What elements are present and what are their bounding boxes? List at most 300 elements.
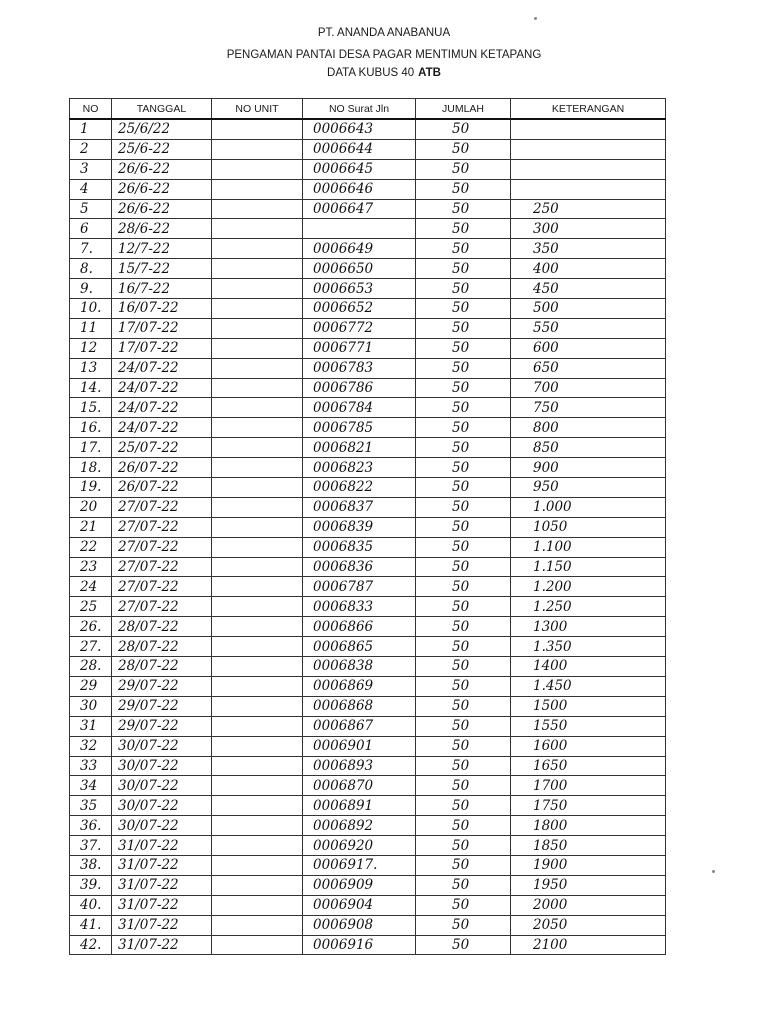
row-tanggal: 24/07-22 <box>112 418 212 438</box>
row-no: 40. <box>70 895 112 915</box>
table-row <box>70 836 666 856</box>
row-no-surat: 0006893 <box>303 756 416 776</box>
row-keterangan: 750 <box>511 398 666 418</box>
row-no-surat: 0006783 <box>303 358 416 378</box>
row-tanggal: 30/07-22 <box>112 796 212 816</box>
row-keterangan: 700 <box>511 378 666 398</box>
row-no-surat: 0006823 <box>303 458 416 478</box>
table-row <box>70 935 666 955</box>
table-row <box>70 418 666 438</box>
row-no-unit <box>212 657 303 677</box>
row-keterangan: 1.150 <box>511 557 666 577</box>
row-no-unit <box>212 119 303 139</box>
row-no-surat: 0006839 <box>303 517 416 537</box>
row-no: 34 <box>70 776 112 796</box>
row-no-surat: 0006771 <box>303 338 416 358</box>
row-keterangan: 1.250 <box>511 597 666 617</box>
row-tanggal: 31/07-22 <box>112 875 212 895</box>
table-row <box>70 617 666 637</box>
row-no: 36. <box>70 816 112 836</box>
row-no-surat: 0006865 <box>303 637 416 657</box>
row-no-unit <box>212 279 303 299</box>
row-jumlah: 50 <box>416 199 511 219</box>
row-no-surat: 0006772 <box>303 318 416 338</box>
table-row <box>70 338 666 358</box>
row-no-surat: 0006784 <box>303 398 416 418</box>
row-no-unit <box>212 418 303 438</box>
row-keterangan: 1.350 <box>511 637 666 657</box>
row-no: 39. <box>70 875 112 895</box>
data-label-suffix: ATB <box>418 67 441 79</box>
col-header-no-surat: NO Surat Jln <box>303 99 416 120</box>
row-no-surat: 0006643 <box>303 119 416 139</box>
row-tanggal: 24/07-22 <box>112 358 212 378</box>
row-no-unit <box>212 676 303 696</box>
row-no: 14. <box>70 378 112 398</box>
row-jumlah: 50 <box>416 716 511 736</box>
row-jumlah: 50 <box>416 299 511 319</box>
table-row <box>70 239 666 259</box>
row-jumlah: 50 <box>416 756 511 776</box>
row-no: 5 <box>70 199 112 219</box>
row-keterangan: 450 <box>511 279 666 299</box>
col-header-no-unit: NO UNIT <box>212 99 303 120</box>
row-no-surat: 0006821 <box>303 438 416 458</box>
row-no: 37. <box>70 836 112 856</box>
row-no: 32 <box>70 736 112 756</box>
table-row <box>70 259 666 279</box>
row-no: 4 <box>70 179 112 199</box>
row-tanggal: 26/6-22 <box>112 159 212 179</box>
row-no: 42. <box>70 935 112 955</box>
row-no-unit <box>212 497 303 517</box>
row-no-surat: 0006787 <box>303 577 416 597</box>
row-keterangan: 1600 <box>511 736 666 756</box>
row-jumlah: 50 <box>416 776 511 796</box>
row-keterangan <box>511 119 666 139</box>
row-no: 35 <box>70 796 112 816</box>
row-tanggal: 30/07-22 <box>112 756 212 776</box>
row-no-unit <box>212 836 303 856</box>
row-no: 24 <box>70 577 112 597</box>
row-tanggal: 27/07-22 <box>112 537 212 557</box>
row-keterangan: 1550 <box>511 716 666 736</box>
row-tanggal: 28/07-22 <box>112 617 212 637</box>
row-tanggal: 15/7-22 <box>112 259 212 279</box>
company-title: PT. ANANDA ANABANUA <box>317 27 451 39</box>
row-no: 17. <box>70 438 112 458</box>
row-no-surat: 0006901 <box>303 736 416 756</box>
project-subtitle: PENGAMAN PANTAI DESA PAGAR MENTIMUN KETAPANG <box>226 49 542 61</box>
row-no-surat: 0006904 <box>303 895 416 915</box>
row-no: 41. <box>70 915 112 935</box>
row-no: 27. <box>70 637 112 657</box>
row-no: 18. <box>70 458 112 478</box>
row-no: 13 <box>70 358 112 378</box>
row-keterangan: 600 <box>511 338 666 358</box>
row-tanggal: 30/07-22 <box>112 776 212 796</box>
row-no: 6 <box>70 219 112 239</box>
row-no: 21 <box>70 517 112 537</box>
row-no-surat: 0006917. <box>303 855 416 875</box>
row-jumlah: 50 <box>416 836 511 856</box>
table-row <box>70 577 666 597</box>
row-jumlah: 50 <box>416 438 511 458</box>
row-keterangan: 650 <box>511 358 666 378</box>
row-no-surat: 0006650 <box>303 259 416 279</box>
data-label <box>0 67 768 79</box>
row-tanggal: 29/07-22 <box>112 696 212 716</box>
row-keterangan: 2000 <box>511 895 666 915</box>
row-no-surat: 0006647 <box>303 199 416 219</box>
row-tanggal: 16/7-22 <box>112 279 212 299</box>
table-row <box>70 119 666 139</box>
row-no-surat: 0006869 <box>303 676 416 696</box>
row-jumlah: 50 <box>416 318 511 338</box>
row-tanggal: 25/6/22 <box>112 119 212 139</box>
table-row <box>70 756 666 776</box>
table-row <box>70 458 666 478</box>
col-header-tanggal: TANGGAL <box>112 99 212 120</box>
row-keterangan: 300 <box>511 219 666 239</box>
row-no: 7. <box>70 239 112 259</box>
row-no: 15. <box>70 398 112 418</box>
row-tanggal: 29/07-22 <box>112 716 212 736</box>
row-keterangan: 250 <box>511 199 666 219</box>
table-row <box>70 318 666 338</box>
row-no-unit <box>212 855 303 875</box>
row-tanggal: 28/6-22 <box>112 219 212 239</box>
row-no-surat: 0006866 <box>303 617 416 637</box>
row-tanggal: 25/07-22 <box>112 438 212 458</box>
row-no-unit <box>212 776 303 796</box>
row-no-unit <box>212 338 303 358</box>
row-no: 28. <box>70 657 112 677</box>
row-no-surat: 0006838 <box>303 657 416 677</box>
row-tanggal: 26/6-22 <box>112 199 212 219</box>
scan-speck <box>712 870 715 873</box>
row-tanggal: 24/07-22 <box>112 378 212 398</box>
table-body <box>70 119 666 955</box>
row-no-unit <box>212 458 303 478</box>
row-tanggal: 30/07-22 <box>112 736 212 756</box>
row-no-unit <box>212 378 303 398</box>
row-jumlah: 50 <box>416 139 511 159</box>
table-row <box>70 497 666 517</box>
row-no-unit <box>212 895 303 915</box>
row-tanggal: 26/6-22 <box>112 179 212 199</box>
row-no-unit <box>212 736 303 756</box>
row-keterangan: 1.450 <box>511 676 666 696</box>
row-no-unit <box>212 637 303 657</box>
row-no: 1 <box>70 119 112 139</box>
table-row <box>70 776 666 796</box>
table-row <box>70 438 666 458</box>
table-row <box>70 875 666 895</box>
row-no-unit <box>212 617 303 637</box>
table-row <box>70 676 666 696</box>
row-keterangan: 2050 <box>511 915 666 935</box>
row-keterangan: 1850 <box>511 836 666 856</box>
row-keterangan: 800 <box>511 418 666 438</box>
row-no-surat: 0006785 <box>303 418 416 438</box>
row-jumlah: 50 <box>416 418 511 438</box>
row-jumlah: 50 <box>416 338 511 358</box>
row-no: 33 <box>70 756 112 776</box>
row-no: 38. <box>70 855 112 875</box>
row-tanggal: 27/07-22 <box>112 517 212 537</box>
row-tanggal: 16/07-22 <box>112 299 212 319</box>
row-no-surat: 0006833 <box>303 597 416 617</box>
row-keterangan: 1750 <box>511 796 666 816</box>
row-jumlah: 50 <box>416 597 511 617</box>
row-tanggal: 17/07-22 <box>112 318 212 338</box>
table-row <box>70 398 666 418</box>
row-jumlah: 50 <box>416 617 511 637</box>
row-no: 16. <box>70 418 112 438</box>
row-no-unit <box>212 696 303 716</box>
row-no: 22 <box>70 537 112 557</box>
row-no-unit <box>212 816 303 836</box>
row-keterangan: 1400 <box>511 657 666 677</box>
row-tanggal: 12/7-22 <box>112 239 212 259</box>
row-keterangan: 350 <box>511 239 666 259</box>
row-no-surat: 0006822 <box>303 478 416 498</box>
row-jumlah: 50 <box>416 239 511 259</box>
table-row <box>70 716 666 736</box>
row-no-unit <box>212 537 303 557</box>
row-jumlah: 50 <box>416 895 511 915</box>
row-tanggal: 31/07-22 <box>112 935 212 955</box>
row-jumlah: 50 <box>416 159 511 179</box>
row-no: 10. <box>70 299 112 319</box>
row-no-surat: 0006891 <box>303 796 416 816</box>
row-no-unit <box>212 219 303 239</box>
scan-speck <box>534 17 537 20</box>
table-header-row <box>70 99 666 120</box>
row-no-surat: 0006646 <box>303 179 416 199</box>
row-no-unit <box>212 358 303 378</box>
row-keterangan: 550 <box>511 318 666 338</box>
row-jumlah: 50 <box>416 497 511 517</box>
table-row <box>70 159 666 179</box>
row-no-unit <box>212 875 303 895</box>
table-row <box>70 736 666 756</box>
row-no-unit <box>212 756 303 776</box>
row-no-unit <box>212 199 303 219</box>
row-jumlah: 50 <box>416 796 511 816</box>
col-header-no: NO <box>70 99 112 120</box>
row-no-unit <box>212 159 303 179</box>
table-row <box>70 299 666 319</box>
row-jumlah: 50 <box>416 855 511 875</box>
row-jumlah: 50 <box>416 398 511 418</box>
row-no-unit <box>212 577 303 597</box>
row-tanggal: 31/07-22 <box>112 895 212 915</box>
table-row <box>70 478 666 498</box>
row-no-surat: 0006868 <box>303 696 416 716</box>
row-no-surat: 0006867 <box>303 716 416 736</box>
table-row <box>70 597 666 617</box>
row-no-surat: 0006786 <box>303 378 416 398</box>
row-no-unit <box>212 557 303 577</box>
row-tanggal: 28/07-22 <box>112 657 212 677</box>
row-no-surat: 0006652 <box>303 299 416 319</box>
row-no: 31 <box>70 716 112 736</box>
row-no: 11 <box>70 318 112 338</box>
row-jumlah: 50 <box>416 875 511 895</box>
row-no-unit <box>212 716 303 736</box>
row-no: 30 <box>70 696 112 716</box>
row-jumlah: 50 <box>416 179 511 199</box>
row-jumlah: 50 <box>416 478 511 498</box>
row-keterangan: 1.000 <box>511 497 666 517</box>
row-keterangan: 900 <box>511 458 666 478</box>
row-no-surat: 0006645 <box>303 159 416 179</box>
row-keterangan: 1900 <box>511 855 666 875</box>
row-no: 19. <box>70 478 112 498</box>
row-no-unit <box>212 915 303 935</box>
row-jumlah: 50 <box>416 657 511 677</box>
row-no-unit <box>212 239 303 259</box>
table-row <box>70 557 666 577</box>
row-tanggal: 27/07-22 <box>112 497 212 517</box>
row-keterangan: 1050 <box>511 517 666 537</box>
row-tanggal: 26/07-22 <box>112 458 212 478</box>
row-no: 29 <box>70 676 112 696</box>
row-tanggal: 31/07-22 <box>112 836 212 856</box>
row-no: 2 <box>70 139 112 159</box>
row-jumlah: 50 <box>416 676 511 696</box>
row-jumlah: 50 <box>416 517 511 537</box>
row-tanggal: 28/07-22 <box>112 637 212 657</box>
row-no: 23 <box>70 557 112 577</box>
row-jumlah: 50 <box>416 816 511 836</box>
delivery-table <box>69 98 666 955</box>
row-no-surat: 0006892 <box>303 816 416 836</box>
table-row <box>70 139 666 159</box>
row-no-surat: 0006644 <box>303 139 416 159</box>
row-keterangan: 2100 <box>511 935 666 955</box>
table-row <box>70 816 666 836</box>
row-keterangan: 1300 <box>511 617 666 637</box>
row-no-surat <box>303 219 416 239</box>
row-tanggal: 24/07-22 <box>112 398 212 418</box>
table-row <box>70 915 666 935</box>
row-jumlah: 50 <box>416 935 511 955</box>
row-no-unit <box>212 796 303 816</box>
row-keterangan: 1700 <box>511 776 666 796</box>
row-keterangan: 850 <box>511 438 666 458</box>
row-no-unit <box>212 179 303 199</box>
row-no: 26. <box>70 617 112 637</box>
data-label-text: DATA KUBUS 40 <box>327 67 415 79</box>
row-keterangan: 500 <box>511 299 666 319</box>
table-row <box>70 219 666 239</box>
row-no: 3 <box>70 159 112 179</box>
row-keterangan: 400 <box>511 259 666 279</box>
row-keterangan: 1800 <box>511 816 666 836</box>
row-no-unit <box>212 139 303 159</box>
row-no-surat: 0006837 <box>303 497 416 517</box>
row-no-surat: 0006909 <box>303 875 416 895</box>
row-no: 20 <box>70 497 112 517</box>
table-row <box>70 657 666 677</box>
row-no-surat: 0006653 <box>303 279 416 299</box>
row-jumlah: 50 <box>416 378 511 398</box>
row-no-unit <box>212 478 303 498</box>
row-tanggal: 17/07-22 <box>112 338 212 358</box>
table-row <box>70 855 666 875</box>
row-jumlah: 50 <box>416 637 511 657</box>
row-keterangan <box>511 139 666 159</box>
row-tanggal: 31/07-22 <box>112 855 212 875</box>
row-no: 9. <box>70 279 112 299</box>
col-header-keterangan: KETERANGAN <box>511 99 666 120</box>
row-keterangan: 1.100 <box>511 537 666 557</box>
row-keterangan: 1.200 <box>511 577 666 597</box>
row-no-surat: 0006836 <box>303 557 416 577</box>
row-no-unit <box>212 517 303 537</box>
row-no: 25 <box>70 597 112 617</box>
row-keterangan: 1650 <box>511 756 666 776</box>
row-tanggal: 27/07-22 <box>112 597 212 617</box>
row-no-surat: 0006908 <box>303 915 416 935</box>
row-jumlah: 50 <box>416 259 511 279</box>
table-row <box>70 637 666 657</box>
row-tanggal: 29/07-22 <box>112 676 212 696</box>
table-row <box>70 517 666 537</box>
table-row <box>70 696 666 716</box>
row-no-surat: 0006870 <box>303 776 416 796</box>
row-keterangan <box>511 179 666 199</box>
row-tanggal: 27/07-22 <box>112 557 212 577</box>
row-jumlah: 50 <box>416 219 511 239</box>
row-no-unit <box>212 597 303 617</box>
row-no-surat: 0006916 <box>303 935 416 955</box>
row-jumlah: 50 <box>416 577 511 597</box>
row-tanggal: 30/07-22 <box>112 816 212 836</box>
row-jumlah: 50 <box>416 458 511 478</box>
row-jumlah: 50 <box>416 537 511 557</box>
row-keterangan: 1500 <box>511 696 666 716</box>
row-keterangan: 950 <box>511 478 666 498</box>
col-header-jumlah: JUMLAH <box>416 99 511 120</box>
table-row <box>70 279 666 299</box>
table-row <box>70 378 666 398</box>
row-jumlah: 50 <box>416 696 511 716</box>
row-no-surat: 0006920 <box>303 836 416 856</box>
table-row <box>70 895 666 915</box>
row-no-surat: 0006649 <box>303 239 416 259</box>
row-no: 12 <box>70 338 112 358</box>
row-jumlah: 50 <box>416 279 511 299</box>
row-no-unit <box>212 318 303 338</box>
row-no-unit <box>212 438 303 458</box>
row-tanggal: 27/07-22 <box>112 577 212 597</box>
row-jumlah: 50 <box>416 736 511 756</box>
table-row <box>70 796 666 816</box>
row-jumlah: 50 <box>416 358 511 378</box>
row-jumlah: 50 <box>416 557 511 577</box>
row-tanggal: 25/6-22 <box>112 139 212 159</box>
row-tanggal: 26/07-22 <box>112 478 212 498</box>
row-keterangan: 1950 <box>511 875 666 895</box>
table-row <box>70 179 666 199</box>
row-jumlah: 50 <box>416 915 511 935</box>
row-no-unit <box>212 935 303 955</box>
row-no: 8. <box>70 259 112 279</box>
